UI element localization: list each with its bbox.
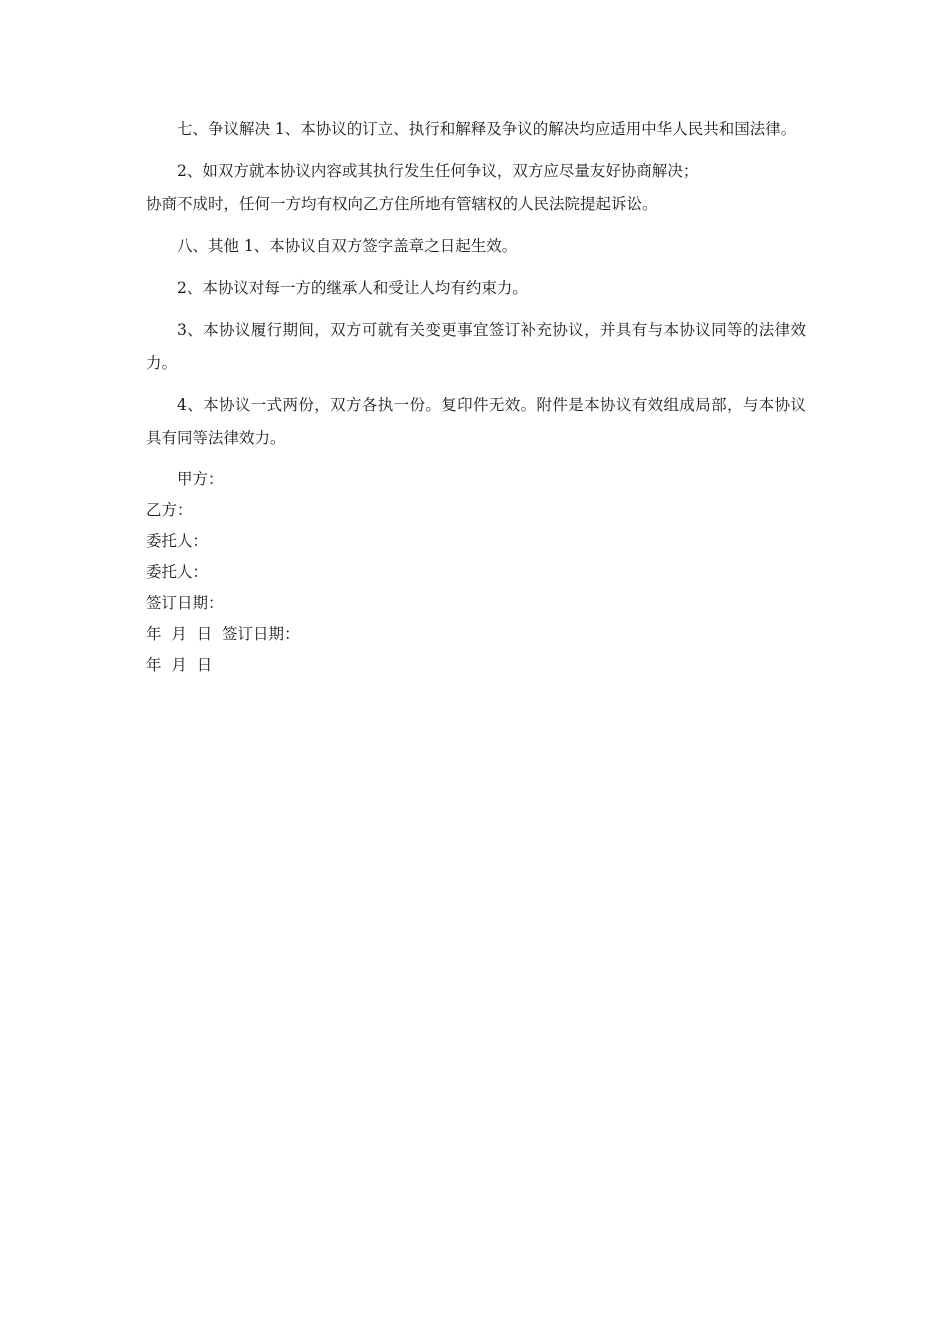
date-line-b: 年 月 日 xyxy=(146,656,213,674)
section-7-paragraph-1: 七、争议解决 1、本协议的订立、执行和解释及争议的解决均应适用中华人民共和国法律。 xyxy=(177,120,797,138)
signing-date-a-label: 签订日期： xyxy=(146,594,224,612)
section-7-paragraph-2 xyxy=(146,155,806,221)
document-page xyxy=(146,113,806,681)
signature-block xyxy=(146,464,806,681)
section-7-paragraph-2-line-2: 协商不成时，任何一方均有权向乙方住所地有管辖权的人民法院提起诉讼。 xyxy=(146,195,658,213)
date-line-a: 年 月 日 签订日期： xyxy=(146,625,300,643)
agent-a-label: 委托人： xyxy=(146,532,209,550)
section-7-paragraph-2-line-1: 2、如双方就本协议内容或其执行发生任何争议，双方应尽量友好协商解决； xyxy=(177,162,699,180)
section-8-paragraph-1: 八、其他 1、本协议自双方签字盖章之日起生效。 xyxy=(177,237,518,255)
party-b-label: 乙方： xyxy=(146,501,193,519)
party-a-label: 甲方： xyxy=(177,470,224,488)
agent-b-label: 委托人： xyxy=(146,563,209,581)
section-8-paragraph-4: 4、本协议一式两份，双方各执一份。复印件无效。附件是本协议有效组成局部，与本协议具有同等法律效力。 xyxy=(146,396,806,447)
section-8-paragraph-3: 3、本协议履行期间，双方可就有关变更事宜签订补充协议，并具有与本协议同等的法律效力。 xyxy=(146,321,806,372)
section-8-paragraph-2: 2、本协议对每一方的继承人和受让人均有约束力。 xyxy=(177,279,528,297)
